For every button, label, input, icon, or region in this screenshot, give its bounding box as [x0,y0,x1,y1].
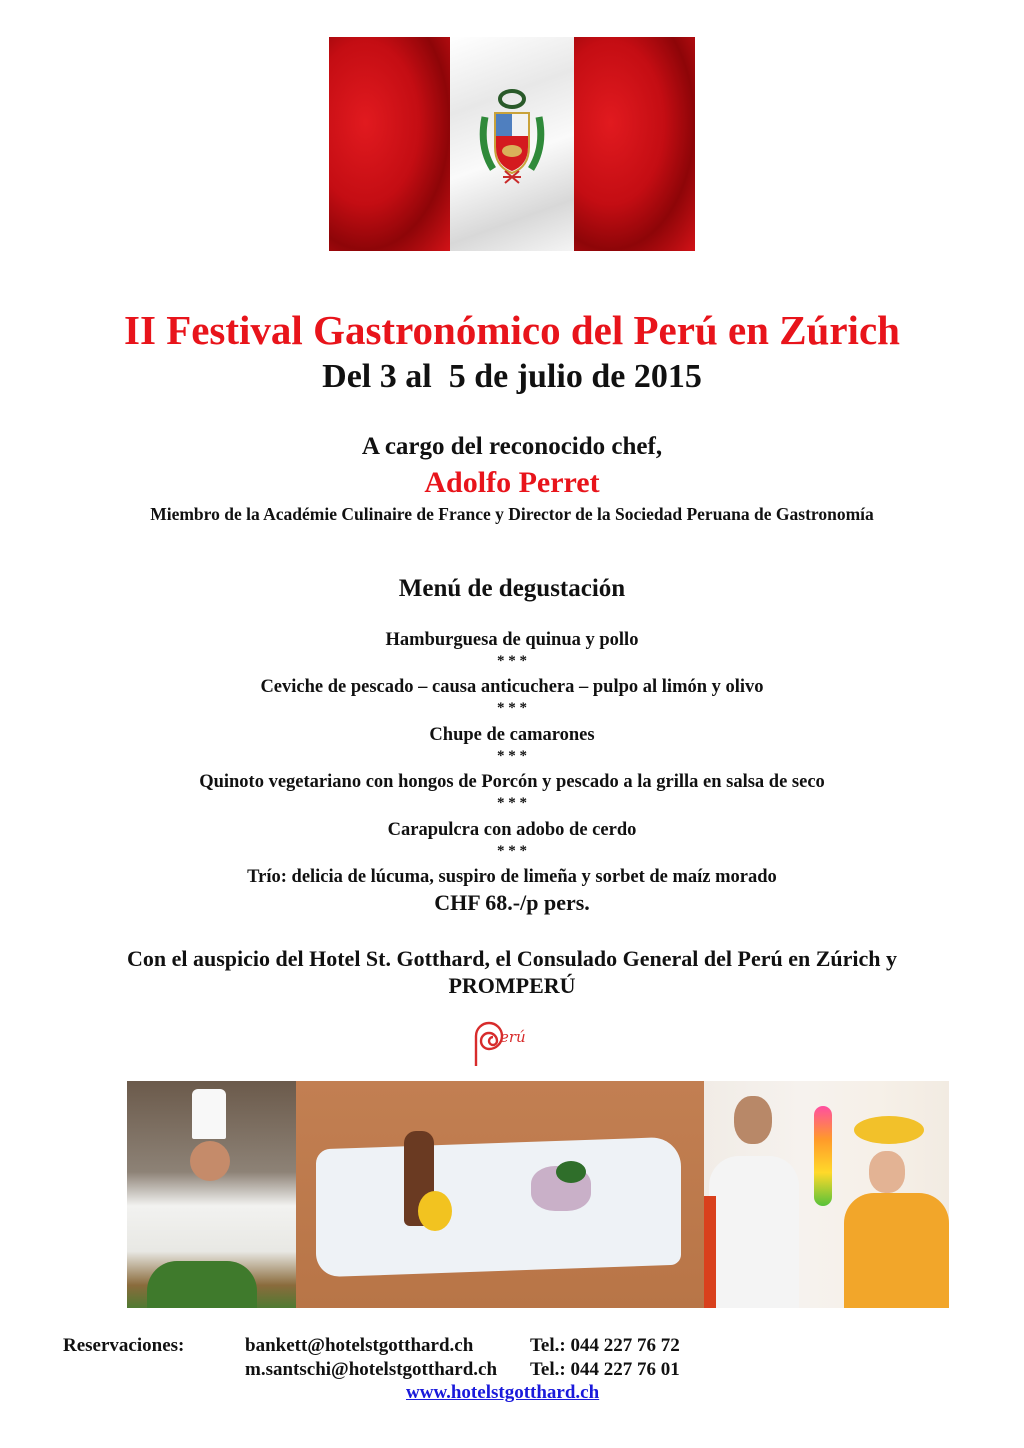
menu-separator: * * * [497,700,527,716]
chef-hat [192,1089,226,1139]
menu-item: Quinoto vegetariano con hongos de Porcón y pescado a la grilla en salsa de seco [199,772,825,792]
email-link-santschi[interactable]: m.santschi@hotelstgotthard.ch [245,1359,498,1380]
sponsors-line-2: PROMPERÚ [448,973,576,998]
chef-photo [127,1081,296,1308]
menu-item: Hamburguesa de quinua y pollo [385,630,639,650]
menu-separator: * * * [497,843,527,859]
peru-spiral-icon [470,1018,504,1070]
dish-photo [296,1081,704,1308]
garnish [556,1161,586,1183]
festival-dates: Del 3 al 5 de julio de 2015 [322,358,702,395]
white-plate [316,1137,681,1278]
email-link-bankett[interactable]: bankett@hotelstgotthard.ch [245,1335,474,1356]
colorful-feather [814,1106,832,1206]
reservations-label: Reservaciones: [63,1335,185,1356]
dancers-photo [704,1081,949,1308]
dancer-face-female [869,1151,905,1193]
white-costume [709,1156,799,1308]
menu-separator: * * * [497,795,527,811]
menu-separator: * * * [497,653,527,669]
menu-title: Menú de degustación [398,575,626,602]
causa [418,1191,452,1231]
sponsors-line-1: Con el auspicio del Hotel St. Gotthard, el Consulado General del Perú en Zúrich y [126,946,897,971]
flag-red-band-right [574,37,695,251]
chef-intro: A cargo del reconocido chef, [361,433,663,460]
menu-item: Trío: delicia de lúcuma, suspiro de limeña y sorbet de maíz morado [247,867,777,887]
yellow-costume [844,1193,949,1308]
coat-of-arms-icon [479,87,545,197]
logo-text: erú [500,1028,526,1046]
menu-separator: * * * [497,748,527,764]
peru-flag-image [329,37,695,251]
festival-title: II Festival Gastronómico del Perú en Zúrich [124,307,900,353]
chef-name: Adolfo Perret [424,466,600,499]
website-link[interactable]: www.hotelstgotthard.ch [406,1382,600,1403]
menu-item: Carapulcra con adobo de cerdo [387,820,637,840]
flag-red-band-left [329,37,450,251]
green-beans [147,1261,257,1308]
dancer-hat [854,1116,924,1144]
chef-face [190,1141,230,1181]
dancer-face-male [734,1096,772,1144]
phone-bankett: Tel.: 044 227 76 72 [530,1335,680,1356]
red-cloth [704,1196,716,1308]
menu-item: Chupe de camarones [429,725,595,745]
menu-item: Ceviche de pescado – causa anticuchera – pulpo al limón y olivo [260,677,764,697]
chef-credentials: Miembro de la Académie Culinaire de France y Director de la Sociedad Peruana de Gastronomía [150,504,874,524]
marca-peru-logo [470,1018,560,1070]
menu-price: CHF 68.-/p pers. [434,890,590,915]
phone-santschi: Tel.: 044 227 76 01 [530,1359,680,1380]
